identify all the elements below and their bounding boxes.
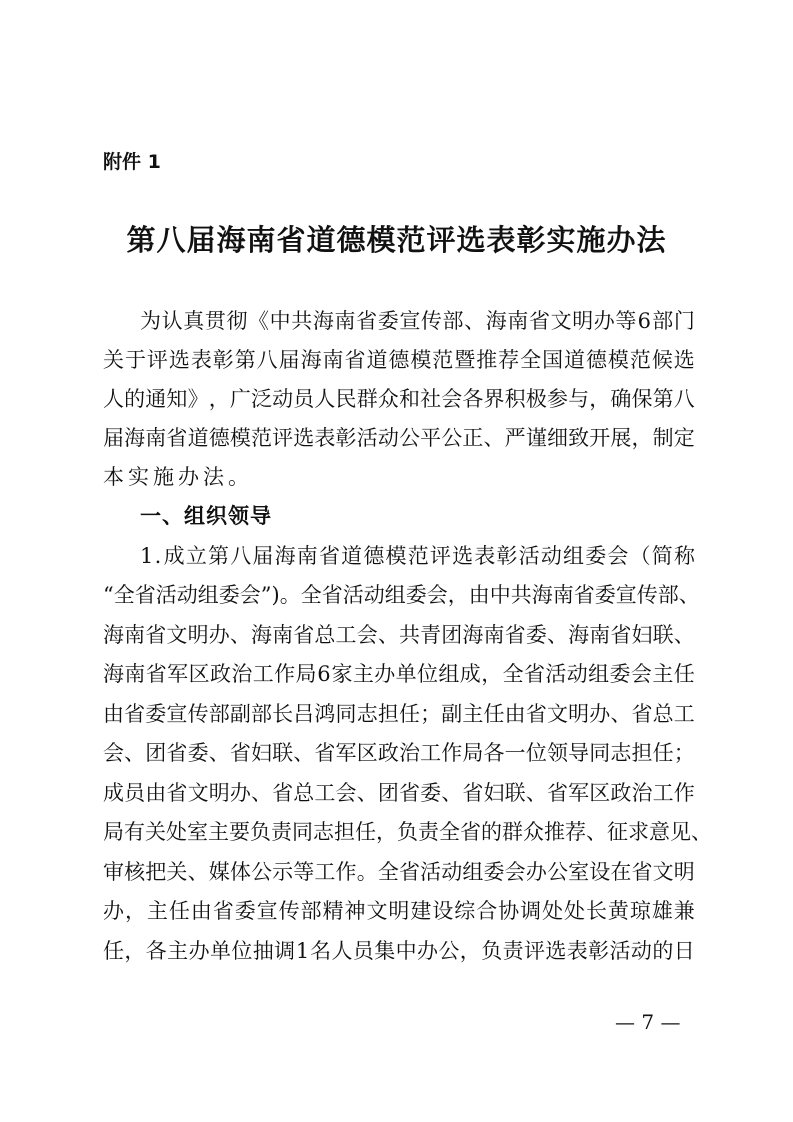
- section-heading: 一、组织领导: [140, 504, 272, 528]
- paragraph-line: “ 全 省 活 动 组 委 会 ” ) 。 全 省 活 动 组 委 会 ， 由 中 共 海 南 省 委 宣 传 部 、: [103, 583, 700, 607]
- paragraph-line: 成 员 由 省 文 明 办 、 省 总 工 会 、 团 省 委 、 省 妇 联 、 省 军 区 政 治 工 作: [103, 781, 695, 805]
- paragraph-line: 会 、 团 省 委 、 省 妇 联 、 省 军 区 政 治 工 作 局 各 一 位 领 导 同 志 担 任 ；: [103, 741, 695, 765]
- paragraph-line: 1 . 成 立 第 八 届 海 南 省 道 德 模 范 评 选 表 彰 活 动 组 委 会 （ 简 称: [140, 544, 695, 568]
- paragraph-line: 关 于 评 选 表 彰 第 八 届 海 南 省 道 德 模 范 暨 推 荐 全 国 道 德 模 范 候 选: [103, 348, 695, 372]
- paragraph-line: 人 的 通 知 》 ， 广 泛 动 员 人 民 群 众 和 社 会 各 界 积 极 参 与 ， 确 保 第 八: [103, 387, 695, 411]
- document-title: 第八届海南省道德模范评选表彰实施办法: [126, 223, 667, 257]
- paragraph-line: 海 南 省 文 明 办 、 海 南 省 总 工 会 、 共 青 团 海 南 省 委 、 海 南 省 妇 联 、: [103, 623, 695, 647]
- paragraph-line: 局 有 关 处 室 主 要 负 责 同 志 担 任 ， 负 责 全 省 的 群 众 推 荐 、 征 求 意 见 、: [103, 820, 712, 844]
- paragraph-line: 海 南 省 军 区 政 治 工 作 局 6 家 主 办 单 位 组 成 ， 全 省 活 动 组 委 会 主 任: [103, 662, 695, 686]
- paragraph-line: 任 ， 各 主 办 单 位 抽 调 1 名 人 员 集 中 办 公 ， 负 责 评 选 表 彰 活 动 的 日: [103, 939, 695, 963]
- paragraph-line: 由 省 委 宣 传 部 副 部 长 吕 鸿 同 志 担 任 ； 副 主 任 由 省 文 明 办 、 省 总 工: [103, 702, 695, 726]
- paragraph-line: 本实施办法。: [103, 465, 253, 489]
- page-number: — 7 —: [615, 1010, 681, 1034]
- paragraph-line: 届 海 南 省 道 德 模 范 评 选 表 彰 活 动 公 平 公 正 、 严 谨 细 致 开 展 ， 制 定: [103, 426, 695, 450]
- paragraph-line: 办 ， 主 任 由 省 委 宣 传 部 精 神 文 明 建 设 综 合 协 调 处 处 长 黄 琼 雄 兼: [103, 899, 695, 923]
- paragraph-line: 审 核 把 关 、 媒 体 公 示 等 工 作 。 全 省 活 动 组 委 会 办 公 室 设 在 省 文 明: [103, 860, 695, 884]
- paragraph-line: 为 认 真 贯 彻 《 中 共 海 南 省 委 宣 传 部 、 海 南 省 文 明 办 等 6 部 门: [140, 309, 695, 333]
- attachment-label: 附件 1: [103, 151, 161, 173]
